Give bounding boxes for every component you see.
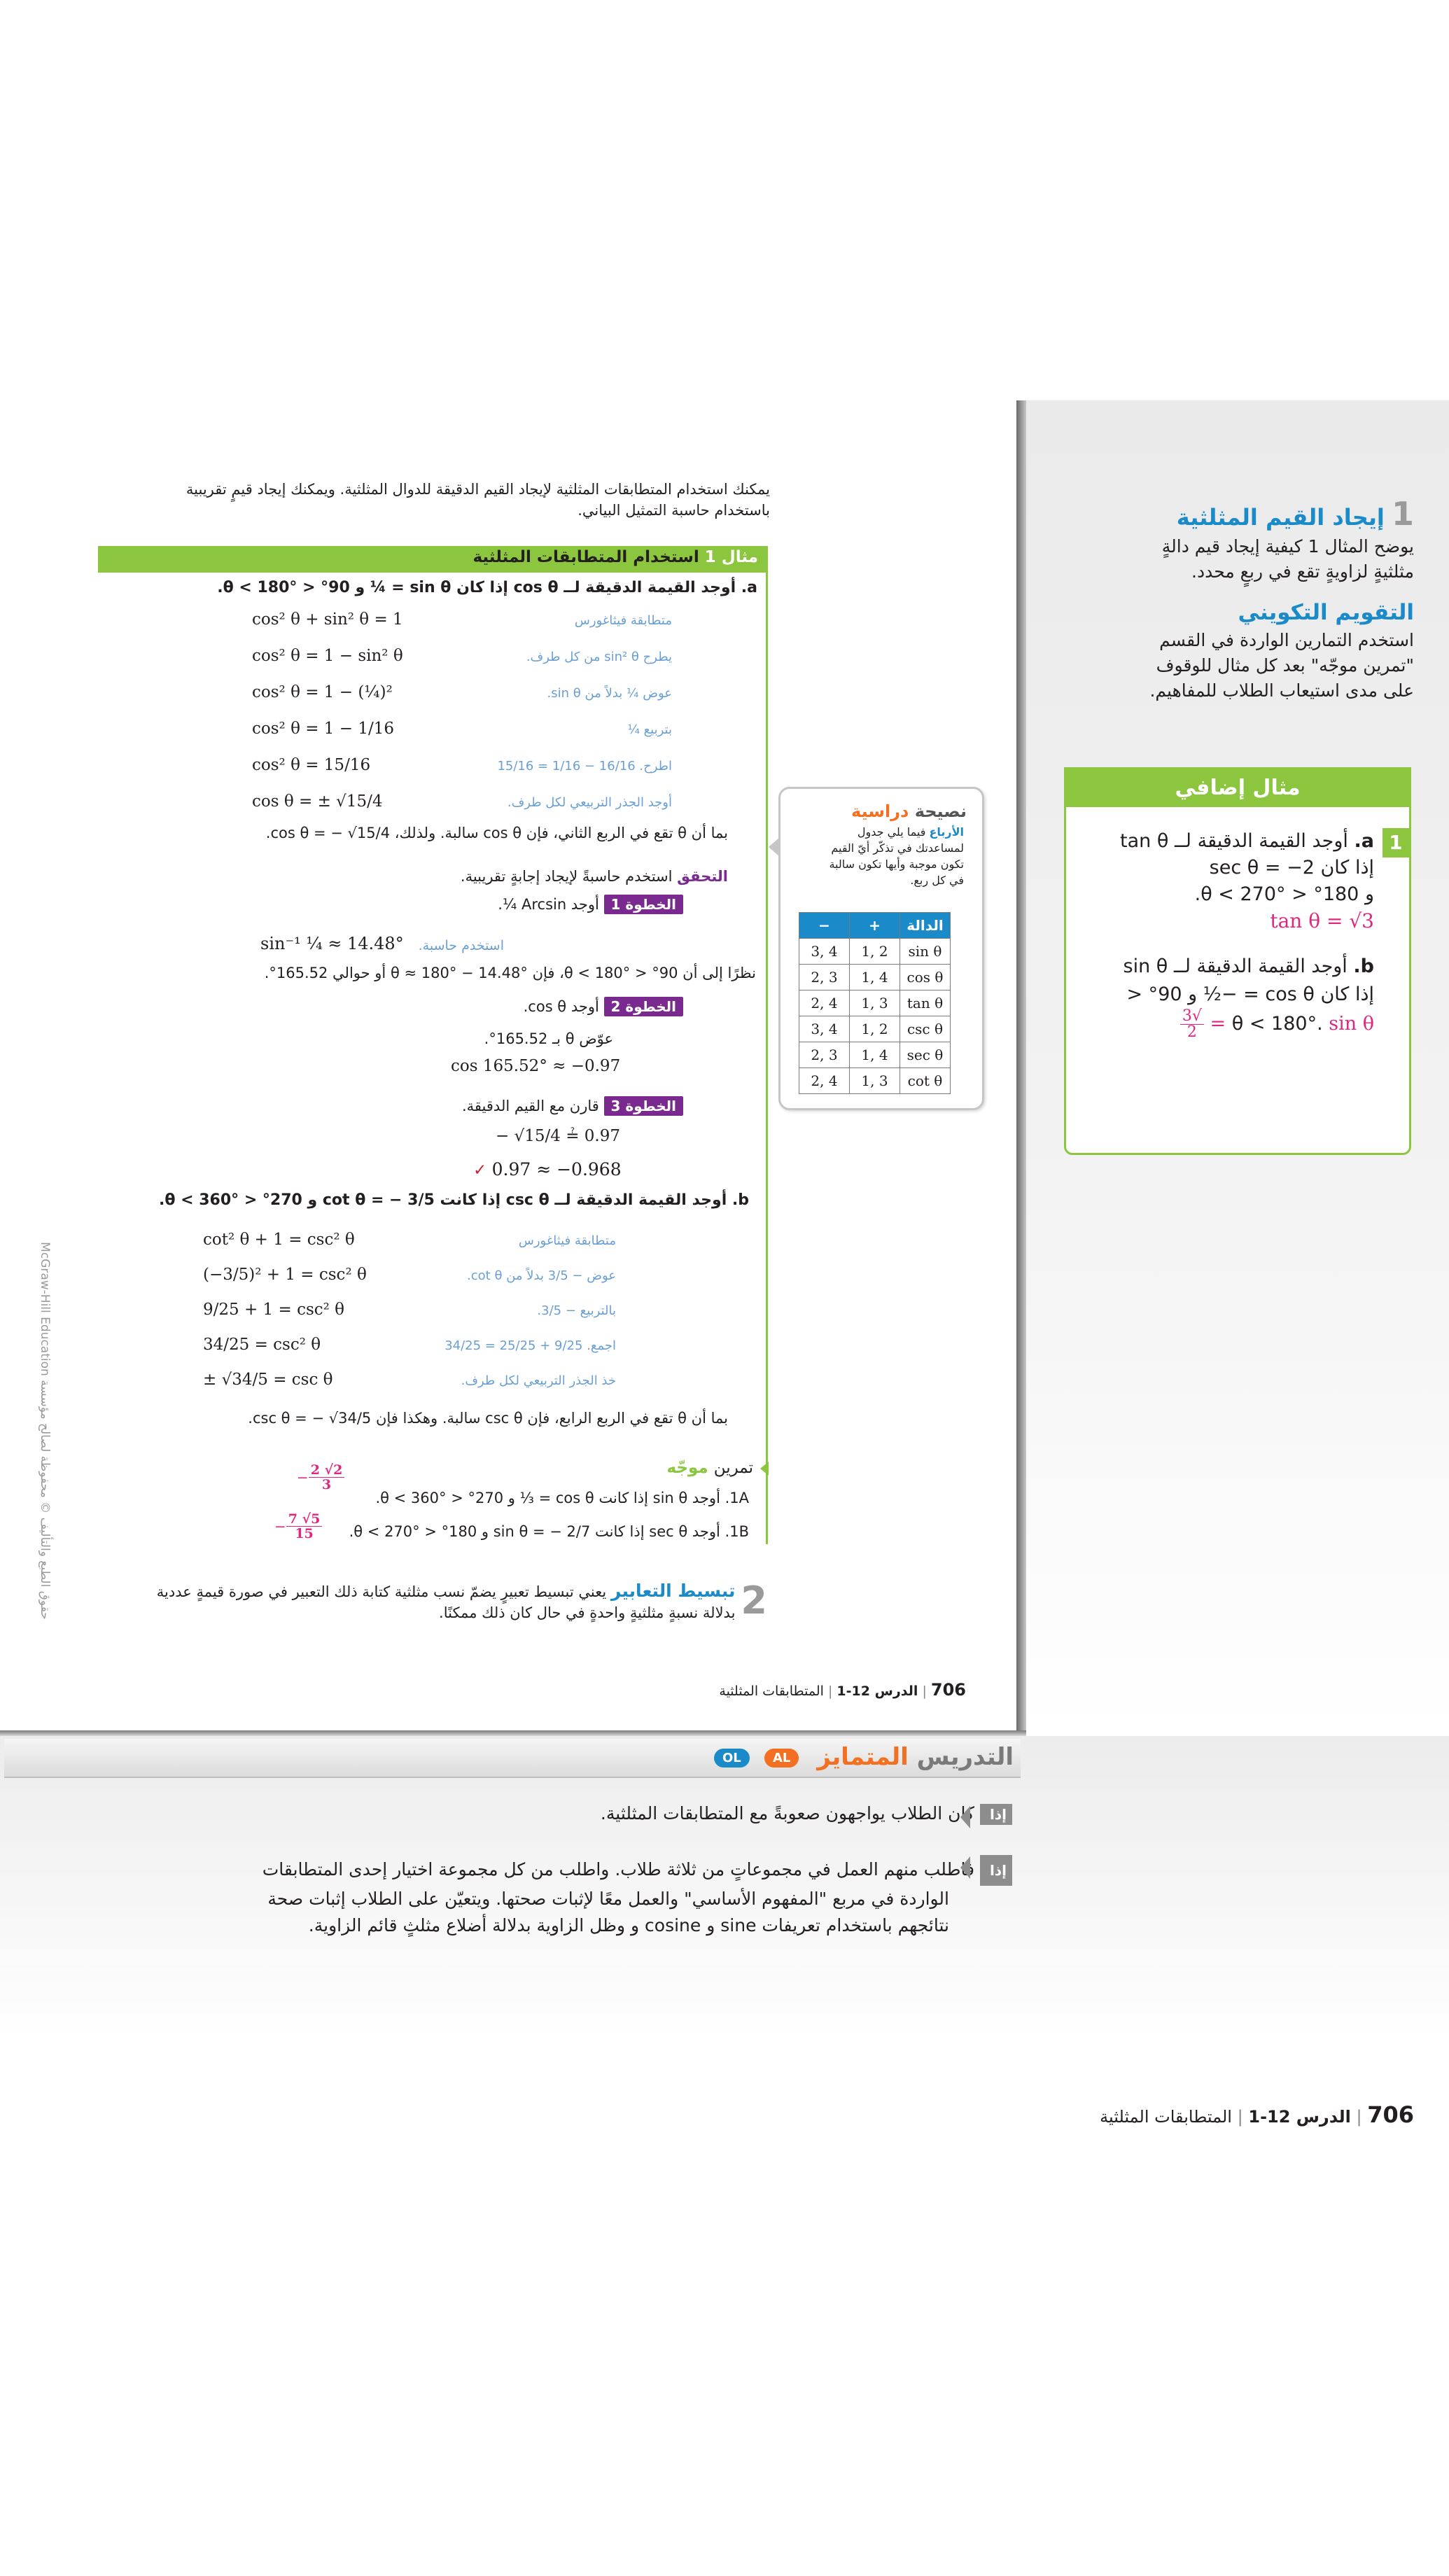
- part-a-conclusion: بما أن θ تقع في الربع الثاني، فإن cos θ سالبة. ولذلك، cos θ = − √15/4.: [265, 825, 728, 841]
- derivation-equation: cos θ = ± √15/4: [252, 792, 383, 811]
- derivation-equation: cos² θ = 1 − (¼)²: [252, 683, 393, 701]
- if-arrow-icon: [960, 1806, 970, 1828]
- step-2-badge: الخطوة 2: [604, 997, 684, 1016]
- table-cell: cos θ: [900, 965, 951, 990]
- step-2-sub: عوّض θ بـ 165.52°.: [484, 1030, 613, 1047]
- answer-numerator: √3: [1180, 1009, 1204, 1025]
- tag-al: AL: [764, 1749, 799, 1768]
- if-label: إذا: [980, 1804, 1012, 1825]
- part-text: إذا كان sec θ = −2: [1209, 857, 1374, 878]
- tip-title-b: دراسية: [851, 802, 909, 821]
- derivation-note: بتربيع ¼: [627, 722, 672, 737]
- section-2-title: تبسيط التعابير: [610, 1581, 736, 1601]
- tip-title-a: نصيحة: [914, 802, 967, 821]
- copyright-credit: McGraw-Hill Education حقوق الطبع والتأليف © محفوظة لصالح مؤسسة: [38, 1242, 52, 1620]
- derivation-equation: cos² θ = 1 − 1/16: [252, 720, 394, 738]
- part-text: إذا كان cos θ = −½ و 90° <: [1126, 983, 1374, 1005]
- intro-line: باستخدام حاسبة التمثيل البياني.: [578, 502, 770, 519]
- derivation-note: متطابقة فيثاغورس: [574, 613, 672, 628]
- teacher-footer: 706 | الدرس 12-1 | المتطابقات المثلثية: [1100, 2101, 1414, 2128]
- derivation-note: اجمع. 9/25 + 25/25 = 34/25: [444, 1338, 616, 1353]
- table-cell: 3, 4: [799, 1016, 850, 1042]
- table-header: +: [850, 913, 900, 939]
- derivation-note: عوض ¼ بدلاً من sin θ.: [547, 686, 672, 701]
- table-row: [799, 990, 951, 1016]
- derivation-equation: cos² θ = 15/16: [252, 756, 371, 774]
- answer-numerator: 2 √2: [309, 1463, 345, 1478]
- step-3-text: قارن مع القيم الدقيقة.: [462, 1098, 599, 1114]
- page-footer: 706 | الدرس 12-1 | المتطابقات المثلثية: [719, 1680, 966, 1700]
- diff-title: [817, 1743, 1014, 1771]
- example-part-a: [1080, 828, 1374, 934]
- then-line: الواردة في مربع "المفهوم الأساسي" والعمل معًا لإثبات صحتها. ويتعيّن على الطلاب إثبات صحة: [267, 1889, 949, 1909]
- table-row: [799, 965, 951, 990]
- answer-denominator: 2: [1186, 1023, 1197, 1041]
- example-number: 1: [1382, 828, 1409, 858]
- step-1: [448, 895, 683, 914]
- assessment-body-line: "تمرين موجّه" بعد كل مثال للوقوف: [1156, 655, 1414, 676]
- table-cell: 1, 4: [850, 965, 900, 990]
- table-header: −: [799, 913, 850, 939]
- guided-word: موجّه: [666, 1459, 708, 1477]
- step-3-equation: − √15/4 ≟ 0.97: [496, 1127, 620, 1145]
- part-text: أوجد القيمة الدقيقة لــ tan θ: [1120, 830, 1348, 852]
- derivation-equation: 9/25 + 1 = csc² θ: [203, 1301, 345, 1319]
- exercise-1b: 1B. أوجد sec θ إذا كانت sin θ = − 2/7 و 180° < θ < 270°.: [349, 1523, 749, 1540]
- table-cell: sec θ: [900, 1042, 951, 1068]
- table-cell: cot θ: [900, 1068, 951, 1094]
- quadrant-table: [799, 912, 951, 1094]
- check-mark-icon: ✓: [473, 1161, 487, 1180]
- example-title: استخدام المتطابقات المثلثية: [472, 548, 699, 566]
- section-2-number: 2: [741, 1578, 767, 1623]
- example-part-b: [1080, 953, 1374, 1040]
- study-tip-body: [780, 821, 982, 888]
- diff-title-a: التدريس: [916, 1743, 1014, 1771]
- teacher-footer-title: المتطابقات المثلثية: [1100, 2107, 1232, 2127]
- footer-title: المتطابقات المثلثية: [719, 1684, 824, 1699]
- table-cell: 2, 4: [799, 1068, 850, 1094]
- then-line: فاطلب منهم العمل في مجموعاتٍ من ثلاثة طلاب. واطلب من كل مجموعة اختيار إحدى المتطابقات: [262, 1859, 975, 1879]
- part-label: a.: [1354, 830, 1374, 852]
- tip-line: في كل ربع.: [910, 874, 964, 887]
- diff-header-bar: [4, 1739, 1021, 1778]
- step-1-equation: sin⁻¹ ¼ ≈ 14.48°: [260, 934, 404, 953]
- answer-denominator: 3: [321, 1477, 332, 1492]
- answer-denominator: 15: [295, 1526, 314, 1541]
- if-row: [420, 1803, 1012, 1825]
- tip-sub: الأرباع: [929, 825, 964, 839]
- step-2-text: أوجد cos θ.: [523, 998, 599, 1015]
- exercise-1b-answer: − $\frac{7 √5}{15}$: [274, 1512, 322, 1541]
- teacher-footer-lesson: الدرس 12-1: [1248, 2107, 1351, 2127]
- derivation-equation: cot² θ + 1 = csc² θ: [203, 1231, 355, 1249]
- step-3-result: [473, 1159, 622, 1180]
- section-2-body: يعني تبسيط تعبيرٍ يضمّ نسب مثلثية كتابة ذلك التعبير في صورة قيمةٍ عددية: [156, 1583, 607, 1600]
- then-label: إذا: [980, 1855, 1012, 1886]
- answer: tan θ = √3: [1270, 909, 1374, 932]
- if-text: كان الطلاب يواجهون صعوبةً مع المتطابقات المثلثية.: [600, 1803, 975, 1823]
- step-1-badge: الخطوة 1: [604, 895, 684, 914]
- table-cell: 1, 2: [850, 939, 900, 965]
- table-cell: sin θ: [900, 939, 951, 965]
- answer-lhs: sin θ =: [1210, 1013, 1374, 1035]
- intro-paragraph: [112, 479, 770, 521]
- assessment-body-line: استخدم التمارين الواردة في القسم: [1159, 630, 1414, 650]
- diff-title-b: المتمايز: [817, 1743, 909, 1771]
- then-line: نتائجهم باستخدام تعريفات sine و cosine و وظل الزاوية بدلالة أضلاع مثلثٍ قائم الزاوية.: [308, 1915, 949, 1935]
- example-header: [98, 546, 766, 573]
- page-bottom-shadow: [0, 1730, 1026, 1736]
- table-cell: 1, 2: [850, 1016, 900, 1042]
- check-label: التحقق: [677, 868, 728, 885]
- derivation-equation: cos² θ + sin² θ = 1: [252, 610, 403, 629]
- step-1-note: استخدم حاسبة.: [418, 938, 504, 953]
- part-b-conclusion: بما أن θ تقع في الربع الرابع، فإن csc θ سالبة. وهكذا فإن csc θ = − √34/5.: [248, 1410, 728, 1427]
- derivation-equation: ± √34/5 = csc θ: [203, 1371, 333, 1389]
- table-row: [799, 939, 951, 965]
- then-arrow-icon: [960, 1856, 970, 1879]
- part-label: b.: [1353, 955, 1374, 977]
- derivation-note: اطرح. 16/16 − 1/16 = 15/16: [497, 759, 672, 774]
- step-3-equation-2: 0.97 ≈ −0.968: [491, 1159, 622, 1180]
- table-cell: csc θ: [900, 1016, 951, 1042]
- derivation-equation: 34/25 = csc² θ: [203, 1336, 321, 1354]
- table-cell: 1, 3: [850, 990, 900, 1016]
- section-2-body: بدلالة نسبةٍ مثلثيةٍ واحدةٍ في حال كان ذلك ممكنًا.: [439, 1604, 736, 1621]
- table-cell: 2, 4: [799, 990, 850, 1016]
- tip-line: فيما يلي جدول: [857, 825, 926, 839]
- part-text: أوجد القيمة الدقيقة لــ sin θ: [1123, 955, 1348, 977]
- teacher-section-1: [1050, 495, 1414, 704]
- assessment-title: التقويم التكويني: [1238, 600, 1414, 625]
- tag-ol: OL: [714, 1749, 750, 1768]
- page-edge-shadow: [1015, 400, 1026, 1730]
- then-row: [133, 1855, 1012, 1939]
- part-a-prompt: a. أوجد القيمة الدقيقة لــ cos θ إذا كان sin θ = ¼ و 90° < θ < 180°.: [217, 579, 757, 596]
- derivation-note: خذ الجذر التربيعي لكل طرف.: [461, 1373, 616, 1388]
- part-text: و 180° < θ < 270°.: [1194, 883, 1374, 905]
- example-heading: [472, 548, 758, 566]
- derivation-note: أوجد الجذر التربيعي لكل طرف.: [507, 795, 672, 810]
- step-3-badge: الخطوة 3: [604, 1096, 684, 1116]
- check-line: [392, 868, 728, 885]
- section-body-line: مثلثيةٍ لزاويةٍ تقع في ربعٍ محدد.: [1191, 561, 1414, 582]
- table-cell: 2, 3: [799, 965, 850, 990]
- study-tip-box: [778, 787, 984, 1110]
- answer-numerator: 7 √5: [286, 1512, 323, 1527]
- table-cell: tan θ: [900, 990, 951, 1016]
- additional-example-box: [1064, 767, 1411, 1155]
- derivation-equation: cos² θ = 1 − sin² θ: [252, 647, 403, 665]
- check-text: استخدم حاسبةً لإيجاد إجابةٍ تقريبية.: [460, 868, 673, 885]
- step-1-conclusion: نظرًا إلى أن 90° < θ < 180°، فإن θ ≈ 180° − 14.48° أو حوالي 165.52°.: [264, 965, 756, 981]
- section-2: [105, 1578, 767, 1623]
- tip-line: لمساعدتك في تذكّر أيّ القيم: [831, 841, 964, 855]
- exercise-1a: 1A. أوجد sin θ إذا كانت cos θ = ⅓ و 270° < θ < 360°.: [375, 1490, 749, 1506]
- derivation-note: بالتربيع − 3/5.: [537, 1303, 616, 1318]
- assessment-body-line: على مدى استيعاب الطلاب للمفاهيم.: [1149, 680, 1414, 701]
- step-1-text: أوجد Arcsin ¼.: [498, 896, 599, 913]
- table-row: [799, 1042, 951, 1068]
- example-tag: مثال 1: [704, 548, 758, 566]
- step-3: [462, 1096, 683, 1116]
- exercise-1a-answer: − $\frac{2 √2}{3}$: [297, 1463, 344, 1492]
- table-cell: 1, 4: [850, 1042, 900, 1068]
- section-number: 1: [1391, 495, 1414, 533]
- section-body-line: يوضح المثال 1 كيفية إيجاد قيم دالةٍ: [1161, 536, 1414, 556]
- derivation-note: متطابقة فيثاغورس: [518, 1233, 616, 1248]
- example-rule: [766, 546, 768, 1544]
- intro-line: يمكنك استخدام المتطابقات المثلثية لإيجاد القيم الدقيقة للدوال المثلثية. ويمكنك إيجاد قيمٍ تقريبية: [186, 481, 770, 498]
- footer-page-number: 706: [930, 1680, 966, 1700]
- step-2: [504, 997, 683, 1016]
- derivation-note: عوض − 3/5 بدلاً من cot θ.: [467, 1268, 616, 1283]
- derivation-note: يطرح sin² θ من كل طرف.: [526, 650, 672, 664]
- additional-example-title: مثال إضافي: [1066, 769, 1409, 807]
- tip-pointer: [769, 837, 780, 857]
- derivation-equation: (−3/5)² + 1 = csc² θ: [203, 1266, 367, 1284]
- part-text: θ < 180°.: [1231, 1013, 1323, 1035]
- table-header: الدالة: [900, 913, 951, 939]
- study-tip-title: [780, 789, 982, 821]
- part-b-prompt: b. أوجد القيمة الدقيقة لــ csc θ إذا كانت cot θ = − 3/5 و 270° < θ < 360°.: [159, 1191, 749, 1209]
- guided-arrow-icon: [760, 1462, 769, 1476]
- step-2-equation: cos 165.52° ≈ −0.97: [451, 1057, 621, 1075]
- table-row: [799, 1016, 951, 1042]
- table-cell: 2, 3: [799, 1042, 850, 1068]
- guided-practice-title: [616, 1459, 753, 1477]
- table-row: [799, 1068, 951, 1094]
- footer-lesson: الدرس 12-1: [836, 1684, 918, 1699]
- section-title: إيجاد القيم المثلثية: [1176, 504, 1385, 531]
- teacher-footer-page: 706: [1367, 2101, 1414, 2128]
- table-cell: 3, 4: [799, 939, 850, 965]
- table-cell: 1, 3: [850, 1068, 900, 1094]
- guided-pre: تمرين: [713, 1459, 753, 1477]
- tip-line: تكون موجبة وأيها تكون سالبة: [829, 858, 964, 871]
